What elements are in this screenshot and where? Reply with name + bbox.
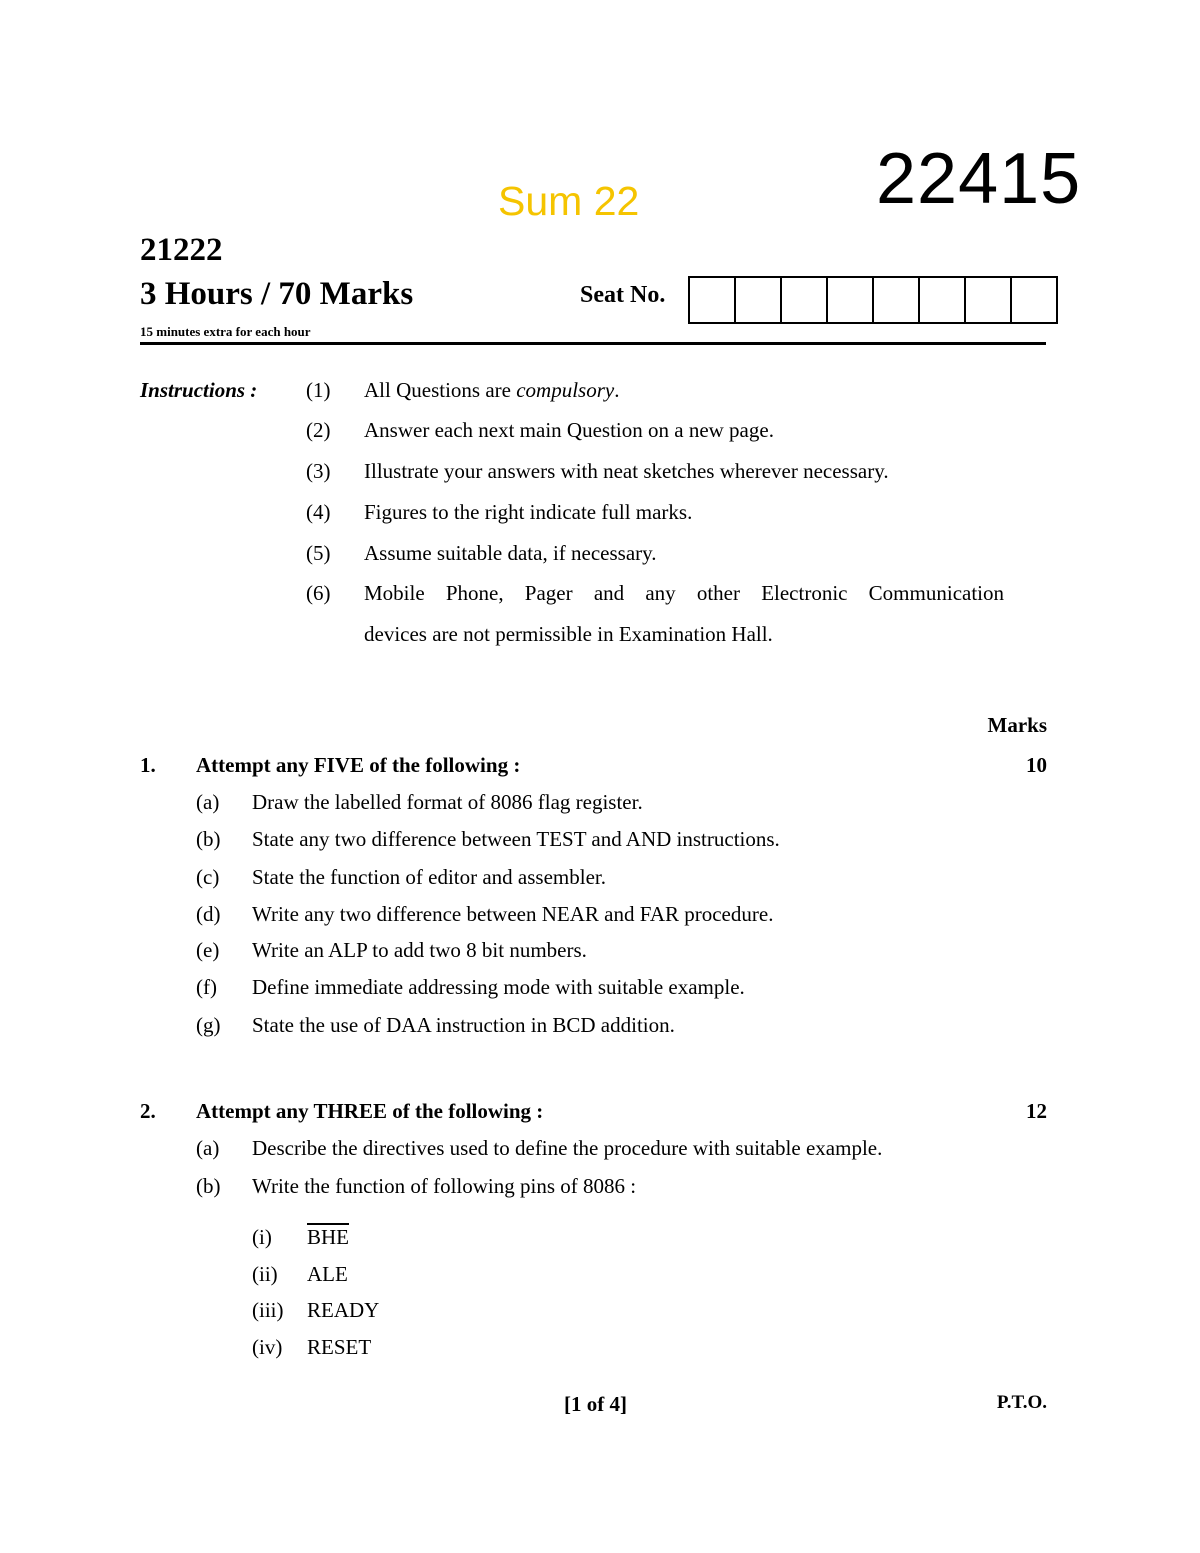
page-number: [1 of 4] [564, 1392, 627, 1416]
extra-time-note: 15 minutes extra for each hour [140, 324, 311, 339]
seat-box[interactable] [782, 278, 828, 322]
sub-question-letter: (a) [196, 790, 220, 814]
instruction-emphasis: compulsory [516, 378, 615, 402]
sub-question-letter: (d) [196, 902, 221, 926]
seat-box[interactable] [966, 278, 1012, 322]
pin-name: RESET [307, 1335, 372, 1359]
sub-question-letter: (e) [196, 938, 220, 962]
pin-item-number: (ii) [252, 1262, 278, 1286]
question-number: 1. [140, 753, 156, 777]
instruction-text: Mobile Phone, Pager and any other Electronic Communication [364, 581, 1004, 605]
marks-column-heading: Marks [987, 713, 1047, 737]
pin-item-number: (iv) [252, 1335, 283, 1359]
sub-question-letter: (c) [196, 865, 220, 889]
pin-item-number: (i) [252, 1225, 272, 1249]
instruction-text: Figures to the right indicate full marks. [364, 500, 693, 524]
instruction-text-part: All Questions are [364, 378, 517, 402]
instruction-text-continued: devices are not permissible in Examination Hall. [364, 622, 773, 646]
sub-question-text: Write any two difference between NEAR and FAR procedure. [252, 902, 774, 926]
sub-question-letter: (f) [196, 975, 217, 999]
instruction-number: (1) [306, 378, 331, 402]
seat-number-label: Seat No. [580, 282, 666, 308]
instructions-label: Instructions : [140, 378, 258, 402]
seat-box[interactable] [690, 278, 736, 322]
sub-question-text: Define immediate addressing mode with suitable example. [252, 975, 745, 999]
question-title: Attempt any THREE of the following : [196, 1099, 544, 1123]
question-title: Attempt any FIVE of the following : [196, 753, 521, 777]
instruction-text [364, 378, 619, 403]
sub-question-letter: (g) [196, 1013, 221, 1037]
seat-box[interactable] [736, 278, 782, 322]
pin-name: $\overline{BHE}$ [307, 1225, 349, 1249]
sub-question-letter: (b) [196, 827, 221, 851]
instruction-text: Answer each next main Question on a new page. [364, 418, 774, 442]
sub-question-text: State any two difference between TEST and AND instructions. [252, 827, 780, 851]
seat-number-boxes [688, 276, 1058, 324]
subject-code: 22415 [876, 139, 1082, 219]
sub-question-text: Describe the directives used to define the procedure with suitable example. [252, 1136, 883, 1160]
duration-marks: 3 Hours / 70 Marks [140, 276, 414, 312]
pin-item-number: (iii) [252, 1298, 284, 1322]
instruction-number: (5) [306, 541, 331, 565]
sub-question-letter: (a) [196, 1136, 220, 1160]
sub-question-text: Write an ALP to add two 8 bit numbers. [252, 938, 587, 962]
seat-box[interactable] [1012, 278, 1058, 322]
instruction-text: Illustrate your answers with neat sketches wherever necessary. [364, 459, 889, 483]
seat-box[interactable] [920, 278, 966, 322]
instruction-number: (3) [306, 459, 331, 483]
question-number: 2. [140, 1099, 156, 1123]
question-marks: 12 [1026, 1099, 1047, 1123]
instruction-number: (6) [306, 581, 331, 605]
pin-name: ALE [307, 1262, 348, 1286]
paper-code: 21222 [140, 232, 223, 268]
instruction-text-end: . [614, 378, 620, 402]
instruction-number: (2) [306, 418, 331, 442]
sub-question-text: Write the function of following pins of 8086 : [252, 1174, 637, 1198]
sub-question-text: Draw the labelled format of 8086 flag register. [252, 790, 643, 814]
instruction-text: Assume suitable data, if necessary. [364, 541, 657, 565]
session-label: Sum 22 [498, 178, 640, 224]
header-divider [140, 342, 1046, 345]
seat-box[interactable] [874, 278, 920, 322]
please-turn-over: P.T.O. [996, 1392, 1047, 1413]
sub-question-text: State the function of editor and assembler. [252, 865, 606, 889]
sub-question-text: State the use of DAA instruction in BCD addition. [252, 1013, 675, 1037]
question-marks: 10 [1026, 753, 1047, 777]
pin-name: READY [307, 1298, 380, 1322]
sub-question-letter: (b) [196, 1174, 221, 1198]
seat-box[interactable] [828, 278, 874, 322]
instruction-number: (4) [306, 500, 331, 524]
